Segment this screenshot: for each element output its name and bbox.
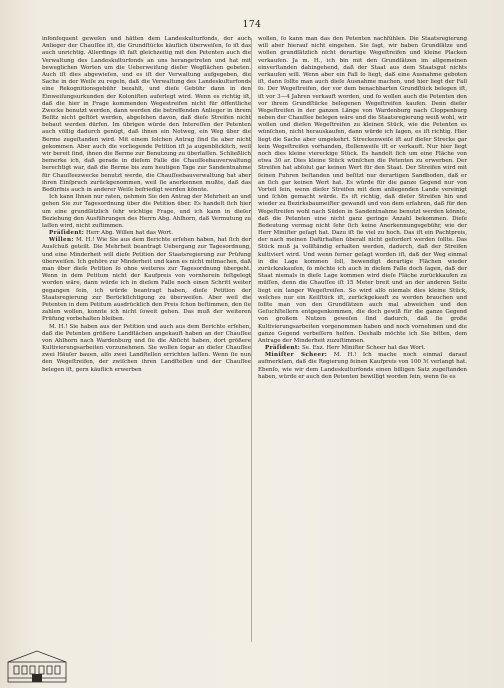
page-number: 174 xyxy=(242,20,262,30)
paragraph xyxy=(42,230,251,237)
paragraph xyxy=(42,194,251,230)
library-building-stamp-icon xyxy=(6,648,68,684)
paragraph-text: M. H.! Sie haben aus der Petition und auch aus dem Berichte erſehen, daß die Petenten größere Landflächen angekauft haben an der Chauſſee von Ahlhorn nach Wardenburg und ſie die Abſicht haben, dort größere Kultivierungsarbeiten vorzunehmen. Sie wollen ſogar an dieſer Chauſſee zwei Häuſer bauen, alſo zwei Landſtellen errichten laſſen. Wenn ſie nun den Wegeſtreifen, der zwiſchen ihren Landſtellen und der Chauſſee belegen iſt, gern käuflich erwerben xyxy=(42,323,251,373)
paragraph xyxy=(42,36,251,194)
paragraph xyxy=(42,237,251,323)
paragraph-text: Ich kann Ihnen nur raten, nehmen Sie den Antrag der Mehrheit an und gehen Sie zur Tagesordnung über die Petition über. Es handelt ſich hier um eine grundſätzlich ſehr wichtige Frage, und ich kann in dieſer Beziehung den Ausführungen des Herrn Abg. Ahlhorn, daß Vermutung zu laſſen wird, nicht zuſtimmen. xyxy=(42,194,251,229)
paragraph xyxy=(258,352,467,381)
speaker-label: Präſident: xyxy=(49,230,85,237)
paragraph-text: Se. Exz. Herr Miniſter Scheer hat das Wort. xyxy=(302,345,426,352)
paragraph-text: infonſequent geweſen und hätten dem Landeskulturfonds, der auch Anlieger der Chauſſee iſt, die Grundſtücke käuflich überweiſen, ſo iſt das auch unrichtig. Allerdings iſt faſt gleichzeitig mit den Petenten auch die Verwaltung des Landeskulturfonds an uns herangetreten und hat mit beweglichen Worten um die Ueberweiſung dieſer Wegflächen gebeten. Auch iſt dies abgewieſen, und es iſt der Verwaltung aufgegeben, die Sache in der Weiſe zu regeln, daß die Verwaltung des Landeskulturfonds eine Rekognitionsgebühr bezahlt, und dieſe Gebühr dann in den Einweiſungsurkunden der Koloniſten auferlegt wird. Wenn es richtig iſt, daß die hier in Frage kommenden Wegestreifen nicht für öffentliche Zwecke benutzt werden, dann werden die betreffenden Anlieger in ihrem Beſitz nicht geſtört werden, abgeſehen davon, daß dieſe Streifen nicht bebaut werden dürfen. Im übrigen würde den Intereſſen der Petenten auch völlig dadurch genügt, daß ihnen ein Notweg, ein Weg über die Berme zugeſtanden wird. Mit einem ſolchen Antrag ſind ſie aber nicht gekommen. Aber auch die vorliegende Petition iſt ja augenblicklich, weil wir bereit ſind, ihnen die Berme zur Benutzung zu überlaſſen. Schließlich bemerke ich, daß gerade in dieſem Falle die Chauſſeebauverwaltung berechtigt war, daß die Berme bis zum heutigen Tage zur Sandentnahme für Chauſſeezwecke benutzt werde, die Chauſſeebauverwaltung hat aber ihren Einſpruch zurückgenommen, weil ſie anerkennen mußte, daß das Bedürfnis auch in anderer Weiſe befriedigt werden könnte. xyxy=(42,36,251,193)
paragraph-text: wollen, ſo kann man das den Petenten nachfühlen. Die Staatsregierung will aber hierauf nicht eingehen. Sie ſagt, wir haben Grundſätze und wollen grundſätzlich nicht derartige Wegeſtreifen und kleine Placken verkaufen. Ja m. H., ich bin mit den Grundſätzen im allgemeinen einverſtanden dahingehend, daß der Staat aus dem Staatsgut nichts verkaufen will. Wenn aber ein Fall ſo liegt, daß eine Ausnahme geboten iſt, dann ſollte man auch dieſe Ausnahme machen, und hier liegt der Fall ſo. Der Wegeſtreifen, der vor dem benachbarten Grundſtück belegen iſt, iſt vor 3—4 Jahren verkauft worden, und ſo wollen auch die Petenten den vor ihrem Grundſtücke belegenen Wegeſtreifen kaufen. Denn dieſer Wegeſtreifen in der ganzen Länge von Wardenburg nach Cloppenburg neben der Chauſſee belegen wäre und die Staatsregierung weiß wohl, wir wollen und dieſen Wegeſtreifen zu kleinen Stück, wie die Petenten es wünſchen, nicht herauskaufen, dann würde ich ſagen, es iſt richtig. Hier liegt die Sache aber umgekehrt. Streckenweiſe iſt auf dieſer Strecke gar kein Wegeſtreifen vorhanden, ſtellenweiſe iſt er verkauft. Nur hier liegt noch dies kleine viereckige Stück. Es handelt ſich um eine Fläche von etwa 30 ar. Dies kleine Stück wünſchen die Petenten zu erwerben. Der Streifen hat abſolut gar keinen Wert für den Staat. Der Streifen wird mit ſeinen Fuhren beſtanden und beſitzt nur derartigen Sandboden, daß er an ſich gar keinen Wert hat. Es würde für die ganze Gegend nur von Vorteil ſein, wenn dieſer Streifen mit dem anliegenden Lande vereinigt und ſchön gemacht würde. Es iſt richtig, daß dieſer Streifen hin und wieder zu Bezirksbaumeiſter gewandt und von dem erfahren, daß für den Wegeſtreifen wohl nach Süden in Sandentnahme benutzt werden könnte, daß die Petenten eine nicht ganz geringe Anzahl bekommen. Dieſe Bedeutung vermag nicht ſehr ſich keine Anerkennungsgebühr, wie der Herr Miniſter geſagt hat. Dazu iſt ſie viel zu hoch. Das iſt ein Pachtpreis, der nach meinen Dafürhalten überall nicht gefordert werden ſollte. Das Stück muß ja vollſtändig erhalten werden, dadurch, daß der Streifen kultiviert wird. Und wenn ferner geſagt worden iſt, daß der Weg einmal in die Lage kommen ſoll, bewendigt derartige Flächen wieder zurückzukaufen, ſo möchte ich auch in dieſem Falle doch ſagen, daß der Staat niemals in dieſe Lage kommen wird dieſe Fläche zurückkaufen zu müſſen, denn die Chauſſee iſt 15 Meter breit und an der anderen Seite liegt ein langer Wegeſtreifen. So wird alſo niemals dies kleine Stück, welches nur ein Keilſtück iſt, zurückgekauft zu werden brauchen und ſollte man von den Grundſätzen auch mal abweichen und den Geſuchſtellern entgegenkommen, die doch gewiß für die ganze Gegend von großem Nutzen geweſen ſind dadurch, daß ſie große Kultivierungsarbeiten vorgenommen haben und noch vornehmen und die ganze Gegend verbeſſern helfen. Deshalb möchte ich Sie bitten, dem Antrage der Minderheit zuzuſtimmen. xyxy=(258,36,467,344)
paragraph xyxy=(258,36,467,345)
column-divider xyxy=(251,38,252,642)
paragraph-text: M. H.! Ich mache noch einmal darauf aufmerkſam, daß die Regierung feinen Kaufpreis von 100 ℳ verlangt hat. Ebenſo, wie wir dem Landeskulturfonds einen billigen Satz zugeſtanden haben, würde er auch den Petenten bewilligt worden ſein, wenn ſie es xyxy=(258,352,467,380)
paragraph xyxy=(42,324,251,374)
paragraph-text: M. H.! Wie Sie aus dem Berichte erſehen haben, hat ſich der Ausſchuß geteilt. Die Mehrheit beantragt Uebergang zur Tagesordnung, und eine Minderheit will dieſe Petition der Staatsregierung zur Prüfung überweiſen. Ich gehöre zur Minderheit und kann es nicht mitmachen, daß man über dieſe Petition ſo ohne weiteres zur Tagesordnung übergeht. Wenn in dem Petitum nicht der Kaufpreis von vornherein feſtgelegt worden wäre, dann würde ich in dieſem Falle noch einen Schritt weiter gegangen ſein, ich würde beantragt haben, dieſe Petition der Staatsregierung zur Berückſichtigung zu überweiſen. Aber weil die Petenten in dem Petitum ausdrücklich den Preis ſchon beſtimmen, den ſie zahlen wollen, konnte ich nicht ſoweit gehen. Das muß der weiteren Prüfung vorbehalten bleiben. xyxy=(42,237,251,323)
speaker-label: Willen: xyxy=(49,237,74,244)
paragraph xyxy=(258,345,467,352)
paragraph-text: Herr Abg. Willen hat das Wort. xyxy=(86,230,174,237)
speaker-label: Miniſter Scheer: xyxy=(265,352,328,359)
right-column xyxy=(258,36,467,646)
left-column xyxy=(42,36,251,646)
speaker-label: Präſident: xyxy=(265,345,301,352)
